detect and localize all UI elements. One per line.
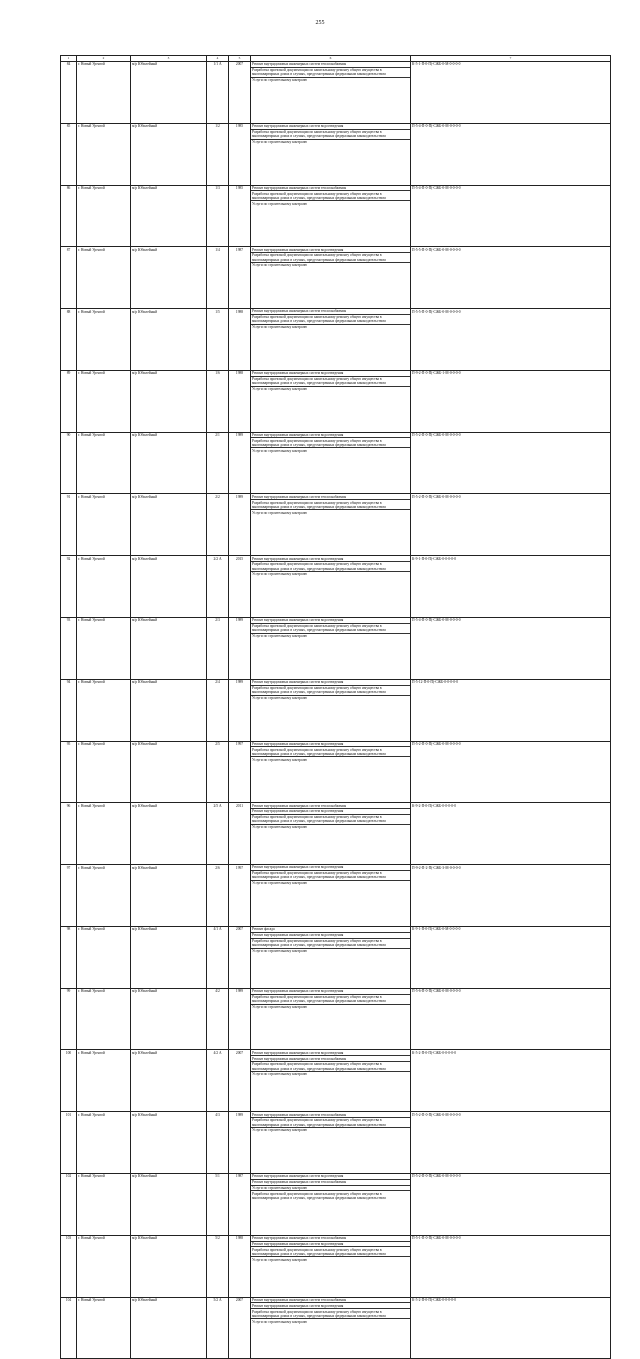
table-row	[61, 618, 611, 680]
work-item: Ремонт внутридомовых инженерных систем водоотведения	[251, 556, 410, 562]
work-item: Ремонт внутридомовых инженерных систем водоотведения	[251, 680, 410, 686]
code-cell: К-5-1-П-0-П(-СЖБ-0-М-0-0-0-0	[411, 61, 611, 123]
work-item: Услуги по строительному контролю	[252, 325, 308, 330]
work-item: Услуги по строительному контролю	[252, 695, 308, 700]
work-item: Ремонт внутридомовых инженерных систем водоотведения	[251, 1174, 410, 1180]
work-item: Услуги по строительному контролю	[252, 201, 308, 206]
header-col-5: 5	[229, 56, 251, 62]
year-cell: 1985	[229, 123, 251, 185]
street-cell: м/р Юбилейный	[131, 1112, 207, 1174]
work-item: Услуги по строительному контролю	[252, 634, 308, 639]
city-cell: г. Новый Уренгой	[77, 1297, 131, 1359]
city-cell: г. Новый Уренгой	[77, 556, 131, 618]
street-cell: м/р Юбилейный	[131, 123, 207, 185]
work-item: Разработка проектной документации по капитальному ремонту общего имущества в многоквартирных домах в случаях, предусмотренных федеральным законодательством	[251, 815, 410, 825]
house-cell: 2/6	[207, 865, 229, 927]
work-item: Услуги по строительному контролю	[252, 948, 308, 953]
work-item: Ремонт внутридомовых инженерных систем водоотведения	[251, 124, 410, 130]
work-item: Ремонт внутридомовых инженерных систем водоотведения	[251, 1242, 410, 1248]
year-cell: 2007	[229, 926, 251, 988]
year-cell: 1989	[229, 618, 251, 680]
work-item: Ремонт внутридомовых инженерных систем теплоснабжения	[251, 186, 410, 192]
table-row	[61, 741, 611, 803]
house-cell: 1/3	[207, 185, 229, 247]
house-cell: 2/4	[207, 679, 229, 741]
street-cell: м/р Юбилейный	[131, 1235, 207, 1297]
city-cell: г. Новый Уренгой	[77, 185, 131, 247]
work-item: Ремонт внутридомовых инженерных систем водоотведения	[251, 865, 410, 871]
house-cell: 2/1	[207, 432, 229, 494]
work-item: Услуги по строительному контролю	[252, 510, 308, 515]
house-cell: 2/2 А	[207, 556, 229, 618]
street-cell: м/р Юбилейный	[131, 494, 207, 556]
row-number: 91	[61, 494, 77, 556]
year-cell: 1989	[229, 1112, 251, 1174]
house-cell: 4/3	[207, 1112, 229, 1174]
code-cell: П-5-6-П-0-П(-СЖБ-0-М-0-0-0-0	[411, 988, 611, 1050]
work-item: Ремонт внутридомовых инженерных систем водоотведения	[251, 618, 410, 624]
table-row	[61, 185, 611, 247]
work-item: Услуги по строительному контролю	[252, 1128, 308, 1133]
house-cell: 2/5	[207, 741, 229, 803]
city-cell: г. Новый Уренгой	[77, 926, 131, 988]
work-item: Ремонт внутридомовых инженерных систем водоотведения	[251, 809, 410, 815]
house-cell: 1/2	[207, 123, 229, 185]
table-body	[61, 61, 611, 1358]
works-cell	[251, 494, 411, 556]
house-cell: 5/2	[207, 1235, 229, 1297]
works-cell	[251, 123, 411, 185]
street-cell: м/р Юбилейный	[131, 1297, 207, 1359]
row-number: 103	[61, 1235, 77, 1297]
work-item: Услуги по строительному контролю	[252, 386, 308, 391]
row-number: 101	[61, 1112, 77, 1174]
year-cell: 1988	[229, 370, 251, 432]
work-item: Разработка проектной документации по капитальному ремонту общего имущества в многоквартирных домах в случаях, предусмотренных федеральным законодательством	[251, 747, 410, 757]
row-number: 87	[61, 247, 77, 309]
code-cell: П-9-2-П-2-П(-СЖБ-3-М-0-0-0-0	[411, 865, 611, 927]
year-cell: 2011	[229, 803, 251, 865]
work-item: Разработка проектной документации по капитальному ремонту общего имущества в многоквартирных домах в случаях, предусмотренных федеральным законодательством	[251, 562, 410, 572]
code-cell: П-5-4-П-0-П(-СЖБ-0-М-0-0-0-0	[411, 123, 611, 185]
works-cell	[251, 61, 411, 123]
code-cell: П-5-12-П-0-П(-СЖБ-0-0-0-0-0	[411, 679, 611, 741]
works-cell	[251, 865, 411, 927]
work-item: Ремонт внутридомовых инженерных систем теплоснабжения	[251, 1112, 410, 1118]
year-cell: 2007	[229, 1050, 251, 1112]
table-row	[61, 926, 611, 988]
street-cell: м/р Юбилейный	[131, 1050, 207, 1112]
row-number: 84	[61, 61, 77, 123]
work-item: Разработка проектной документации по капитальному ремонту общего имущества в многоквартирных домах в случаях, предусмотренных федеральным законодательством	[251, 995, 410, 1005]
work-item: Разработка проектной документации по капитальному ремонту общего имущества в многоквартирных домах в случаях, предусмотренных федеральным законодательством	[251, 1247, 410, 1257]
city-cell: г. Новый Уренгой	[77, 618, 131, 680]
house-cell: 4/2 А	[207, 1050, 229, 1112]
row-number: 93	[61, 618, 77, 680]
work-item: Разработка проектной документации по капитальному ремонту общего имущества в многоквартирных домах в случаях, предусмотренных федеральным законодательством	[251, 500, 410, 510]
street-cell: м/р Юбилейный	[131, 309, 207, 371]
work-item: Ремонт внутридомовых инженерных систем теплоснабжения	[251, 62, 410, 68]
work-item: Ремонт внутридомовых инженерных систем теплоснабжения	[251, 494, 410, 500]
street-cell: м/р Юбилейный	[131, 803, 207, 865]
header-col-2: 2	[77, 56, 131, 62]
works-cell	[251, 1297, 411, 1359]
table-row	[61, 1112, 611, 1174]
code-cell: П-5-5-П-0-П(-СЖБ-0-М-0-0-0-0	[411, 309, 611, 371]
city-cell: г. Новый Уренгой	[77, 247, 131, 309]
city-cell: г. Новый Уренгой	[77, 803, 131, 865]
work-item: Ремонт внутридомовых инженерных систем водоотведения	[251, 742, 410, 748]
work-item: Ремонт внутридомовых инженерных систем теплоснабжения	[251, 1298, 410, 1304]
street-cell: м/р Юбилейный	[131, 370, 207, 432]
work-item: Услуги по строительному контролю	[252, 78, 308, 83]
street-cell: м/р Юбилейный	[131, 185, 207, 247]
row-number: 99	[61, 988, 77, 1050]
work-item: Ремонт внутридомовых инженерных систем водоотведения	[251, 433, 410, 439]
work-item: Разработка проектной документации по капитальному ремонту общего имущества в многоквартирных домах в случаях, предусмотренных федеральным законодательством	[251, 624, 410, 634]
row-number: 89	[61, 370, 77, 432]
city-cell: г. Новый Уренгой	[77, 679, 131, 741]
year-cell: 1997	[229, 741, 251, 803]
street-cell: м/р Юбилейный	[131, 432, 207, 494]
works-cell	[251, 309, 411, 371]
works-cell	[251, 1112, 411, 1174]
page-number: 255	[315, 20, 325, 26]
row-number: 95	[61, 741, 77, 803]
work-item: Услуги по строительному контролю	[252, 572, 308, 577]
table-row	[61, 309, 611, 371]
work-item: Разработка проектной документации по капитальному ремонту общего имущества в многоквартирных домах в случаях, предусмотренных федеральным законодательством	[251, 68, 410, 78]
code-cell: П-5-2-П-0-П(-СЖБ-0-М-0-0-0-0	[411, 494, 611, 556]
work-item: Услуги по строительному контролю	[252, 1257, 308, 1262]
year-cell: 2007	[229, 1297, 251, 1359]
street-cell: м/р Юбилейный	[131, 926, 207, 988]
work-item: Ремонт внутридомовых инженерных систем водоотведения	[251, 1303, 410, 1309]
code-cell: П-5-5-П-0-П(-СЖБ-0-М-0-0-0-0	[411, 247, 611, 309]
house-cell: 1/6	[207, 370, 229, 432]
works-cell	[251, 185, 411, 247]
row-number: 97	[61, 865, 77, 927]
row-number: 100	[61, 1050, 77, 1112]
row-number: 86	[61, 185, 77, 247]
code-cell: К-9-2-П-0-П(-СЖБ-0-0-0-0-0	[411, 803, 611, 865]
city-cell: г. Новый Уренгой	[77, 865, 131, 927]
row-number: 88	[61, 309, 77, 371]
house-cell: 4/1 А	[207, 926, 229, 988]
house-cell: 2/5 А	[207, 803, 229, 865]
work-item: Ремонт внутридомовых инженерных систем водоотведения	[251, 371, 410, 377]
work-item: Разработка проектной документации по капитальному ремонту общего имущества в многоквартирных домах в случаях, предусмотренных федеральным законодательством	[251, 377, 410, 387]
work-item: Разработка проектной документации по капитальному ремонту общего имущества в многоквартирных домах в случаях, предусмотренных федеральным законодательством	[251, 438, 410, 448]
code-cell: П-9-2-П-0-П(-СЖБ-1-М-0-0-0-0	[411, 370, 611, 432]
code-cell: К-9-1-П-0-П(-СЖБ-0-М-0-0-0-0	[411, 926, 611, 988]
row-number: 92	[61, 556, 77, 618]
city-cell: г. Новый Уренгой	[77, 1050, 131, 1112]
row-number: 98	[61, 926, 77, 988]
year-cell: 1989	[229, 432, 251, 494]
work-item: Услуги по строительному контролю	[252, 1319, 308, 1324]
house-cell: 1/4	[207, 247, 229, 309]
code-cell: П-5-2-П-0-П(-СЖБ-0-М-0-0-0-0	[411, 741, 611, 803]
table-row	[61, 556, 611, 618]
work-item: Ремонт внутридомовых инженерных систем водоотведения	[251, 1050, 410, 1056]
table-row	[61, 1050, 611, 1112]
work-item: Ремонт внутридомовых инженерных систем водоотведения	[251, 247, 410, 253]
work-item: Ремонт внутридомовых инженерных систем теплоснабжения	[251, 309, 410, 315]
table-row	[61, 865, 611, 927]
house-cell: 2/2	[207, 494, 229, 556]
city-cell: г. Новый Уренгой	[77, 309, 131, 371]
work-item: Услуги по строительному контролю	[252, 263, 308, 268]
works-cell	[251, 926, 411, 988]
header-col-1: 1	[61, 56, 77, 62]
city-cell: г. Новый Уренгой	[77, 494, 131, 556]
work-item: Услуги по строительному контролю	[252, 139, 308, 144]
code-cell: П-5-1-П-0-П(-СЖБ-0-М-0-0-0-0	[411, 1235, 611, 1297]
house-cell: 1/5	[207, 309, 229, 371]
city-cell: г. Новый Уренгой	[77, 1235, 131, 1297]
table-row	[61, 803, 611, 865]
row-number: 90	[61, 432, 77, 494]
works-cell	[251, 679, 411, 741]
works-cell	[251, 803, 411, 865]
year-cell: 2015	[229, 556, 251, 618]
year-cell: 1987	[229, 247, 251, 309]
work-item: Разработка проектной документации по капитальному ремонту общего имущества в многоквартирных домах в случаях, предусмотренных федеральным законодательством	[251, 686, 410, 696]
row-number: 94	[61, 679, 77, 741]
street-cell: м/р Юбилейный	[131, 61, 207, 123]
work-item: Услуги по строительному контролю	[252, 448, 308, 453]
year-cell: 1988	[229, 1235, 251, 1297]
work-item: Разработка проектной документации по капитальному ремонту общего имущества в многоквартирных домах в случаях, предусмотренных федеральным законодательством	[251, 315, 410, 325]
table-row	[61, 1297, 611, 1359]
year-cell: 1985	[229, 185, 251, 247]
work-item: Ремонт фасада	[251, 927, 410, 933]
works-cell	[251, 618, 411, 680]
header-col-7: 7	[411, 56, 611, 62]
work-item: Ремонт внутридомовых инженерных систем водоотведения	[251, 989, 410, 995]
city-cell: г. Новый Уренгой	[77, 1112, 131, 1174]
code-cell: П-5-2-П-0-П(-СЖБ-0-М-0-0-0-0	[411, 1112, 611, 1174]
works-cell	[251, 988, 411, 1050]
work-item: Услуги по строительному контролю	[252, 1004, 308, 1009]
row-number: 104	[61, 1297, 77, 1359]
table-row	[61, 432, 611, 494]
code-cell: К-5-2-П-0-П(-СЖБ-0-0-0-0-0	[411, 1050, 611, 1112]
table-row	[61, 370, 611, 432]
table-row	[61, 123, 611, 185]
house-cell: 2/3	[207, 618, 229, 680]
work-item: Ремонт внутридомовых инженерных систем теплоснабжения	[251, 1236, 410, 1242]
work-item: Разработка проектной документации по капитальному ремонту общего имущества в многоквартирных домах в случаях, предусмотренных федеральным законодательством	[251, 1062, 410, 1072]
header-col-6: 6	[251, 56, 411, 62]
work-item: Разработка проектной документации по капитальному ремонту общего имущества в многоквартирных домах в случаях, предусмотренных федеральным законодательством	[251, 939, 410, 949]
works-cell	[251, 1235, 411, 1297]
work-item: Услуги по строительному контролю	[252, 881, 308, 886]
work-item: Ремонт внутридомовых инженерных систем теплоснабжения	[251, 803, 410, 809]
table-row	[61, 61, 611, 123]
work-item: Разработка проектной документации по капитальному ремонту общего имущества в многоквартирных домах в случаях, предусмотренных федеральным законодательством	[251, 191, 410, 201]
works-cell	[251, 247, 411, 309]
works-cell	[251, 370, 411, 432]
street-cell: м/р Юбилейный	[131, 247, 207, 309]
work-item: Услуги по строительному контролю	[252, 757, 308, 762]
year-cell: 1989	[229, 988, 251, 1050]
code-cell: П-5-4-П-0-П(-СЖБ-0-М-0-0-0-0	[411, 618, 611, 680]
work-item: Разработка проектной документации по капитальному ремонту общего имущества в многоквартирных домах в случаях, предусмотренных федеральным законодательством	[251, 130, 410, 140]
code-cell: П-5-2-П-0-П(-СЖБ-0-М-0-0-0-0	[411, 1174, 611, 1236]
work-item: Услуги по строительному контролю	[252, 825, 308, 830]
table-row	[61, 679, 611, 741]
work-item: Ремонт внутридомовых инженерных систем теплоснабжения	[251, 1180, 410, 1186]
work-item: Услуги по строительному контролю	[251, 1186, 410, 1192]
house-cell: 5/2 А	[207, 1297, 229, 1359]
work-item: Разработка проектной документации по капитальному ремонту общего имущества в многоквартирных домах в случаях, предусмотренных федеральным законодательством	[251, 871, 410, 881]
city-cell: г. Новый Уренгой	[77, 988, 131, 1050]
table-row	[61, 1235, 611, 1297]
street-cell: м/р Юбилейный	[131, 618, 207, 680]
row-number: 85	[61, 123, 77, 185]
year-cell: 1989	[229, 679, 251, 741]
work-item: Ремонт внутридомовых инженерных систем водоотведения	[251, 933, 410, 939]
works-cell	[251, 1174, 411, 1236]
work-item: Разработка проектной документации по капитальному ремонту общего имущества в многоквартирных домах в случаях, предусмотренных федеральным законодательством	[251, 1118, 410, 1128]
header-col-3: 3	[131, 56, 207, 62]
street-cell: м/р Юбилейный	[131, 1174, 207, 1236]
year-cell: 1987	[229, 1174, 251, 1236]
header-col-4: 4	[207, 56, 229, 62]
row-number: 102	[61, 1174, 77, 1236]
work-item: Разработка проектной документации по капитальному ремонту общего имущества в многоквартирных домах в случаях, предусмотренных федеральным законодательством	[251, 1309, 410, 1319]
work-item: Разработка проектной документации по капитальному ремонту общего имущества в многоквартирных домах в случаях, предусмотренных федеральным законодательством	[252, 1191, 386, 1200]
table-row	[61, 494, 611, 556]
street-cell: м/р Юбилейный	[131, 988, 207, 1050]
repair-program-table	[60, 55, 611, 1359]
year-cell: 1988	[229, 309, 251, 371]
code-cell: П-5-2-П-0-П(-СЖБ-0-М-0-0-0-0	[411, 432, 611, 494]
works-cell	[251, 556, 411, 618]
street-cell: м/р Юбилейный	[131, 679, 207, 741]
house-cell: 5/1	[207, 1174, 229, 1236]
works-cell	[251, 432, 411, 494]
code-cell: К-9-1-П-0-П(-СЖБ-0-0-0-0-0	[411, 556, 611, 618]
works-cell	[251, 741, 411, 803]
year-cell: 1997	[229, 865, 251, 927]
street-cell: м/р Юбилейный	[131, 556, 207, 618]
city-cell: г. Новый Уренгой	[77, 741, 131, 803]
city-cell: г. Новый Уренгой	[77, 1174, 131, 1236]
city-cell: г. Новый Уренгой	[77, 61, 131, 123]
year-cell: 2007	[229, 61, 251, 123]
city-cell: г. Новый Уренгой	[77, 123, 131, 185]
table-row	[61, 1174, 611, 1236]
city-cell: г. Новый Уренгой	[77, 432, 131, 494]
table-row	[61, 988, 611, 1050]
table-row	[61, 247, 611, 309]
street-cell: м/р Юбилейный	[131, 741, 207, 803]
works-cell	[251, 1050, 411, 1112]
city-cell: г. Новый Уренгой	[77, 370, 131, 432]
street-cell: м/р Юбилейный	[131, 865, 207, 927]
row-number: 96	[61, 803, 77, 865]
house-cell: 4/2	[207, 988, 229, 1050]
code-cell: П-5-4-П-0-П(-СЖБ-0-М-0-0-0-0	[411, 185, 611, 247]
work-item: Услуги по строительному контролю	[252, 1072, 308, 1077]
work-item: Ремонт внутридомовых инженерных систем теплоснабжения	[251, 1056, 410, 1062]
house-cell: 1/1 А	[207, 61, 229, 123]
code-cell: К-5-2-П-0-П(-СЖБ-0-0-0-0-0	[411, 1297, 611, 1359]
work-item: Разработка проектной документации по капитальному ремонту общего имущества в многоквартирных домах в случаях, предусмотренных федеральным законодательством	[251, 253, 410, 263]
year-cell: 1989	[229, 494, 251, 556]
